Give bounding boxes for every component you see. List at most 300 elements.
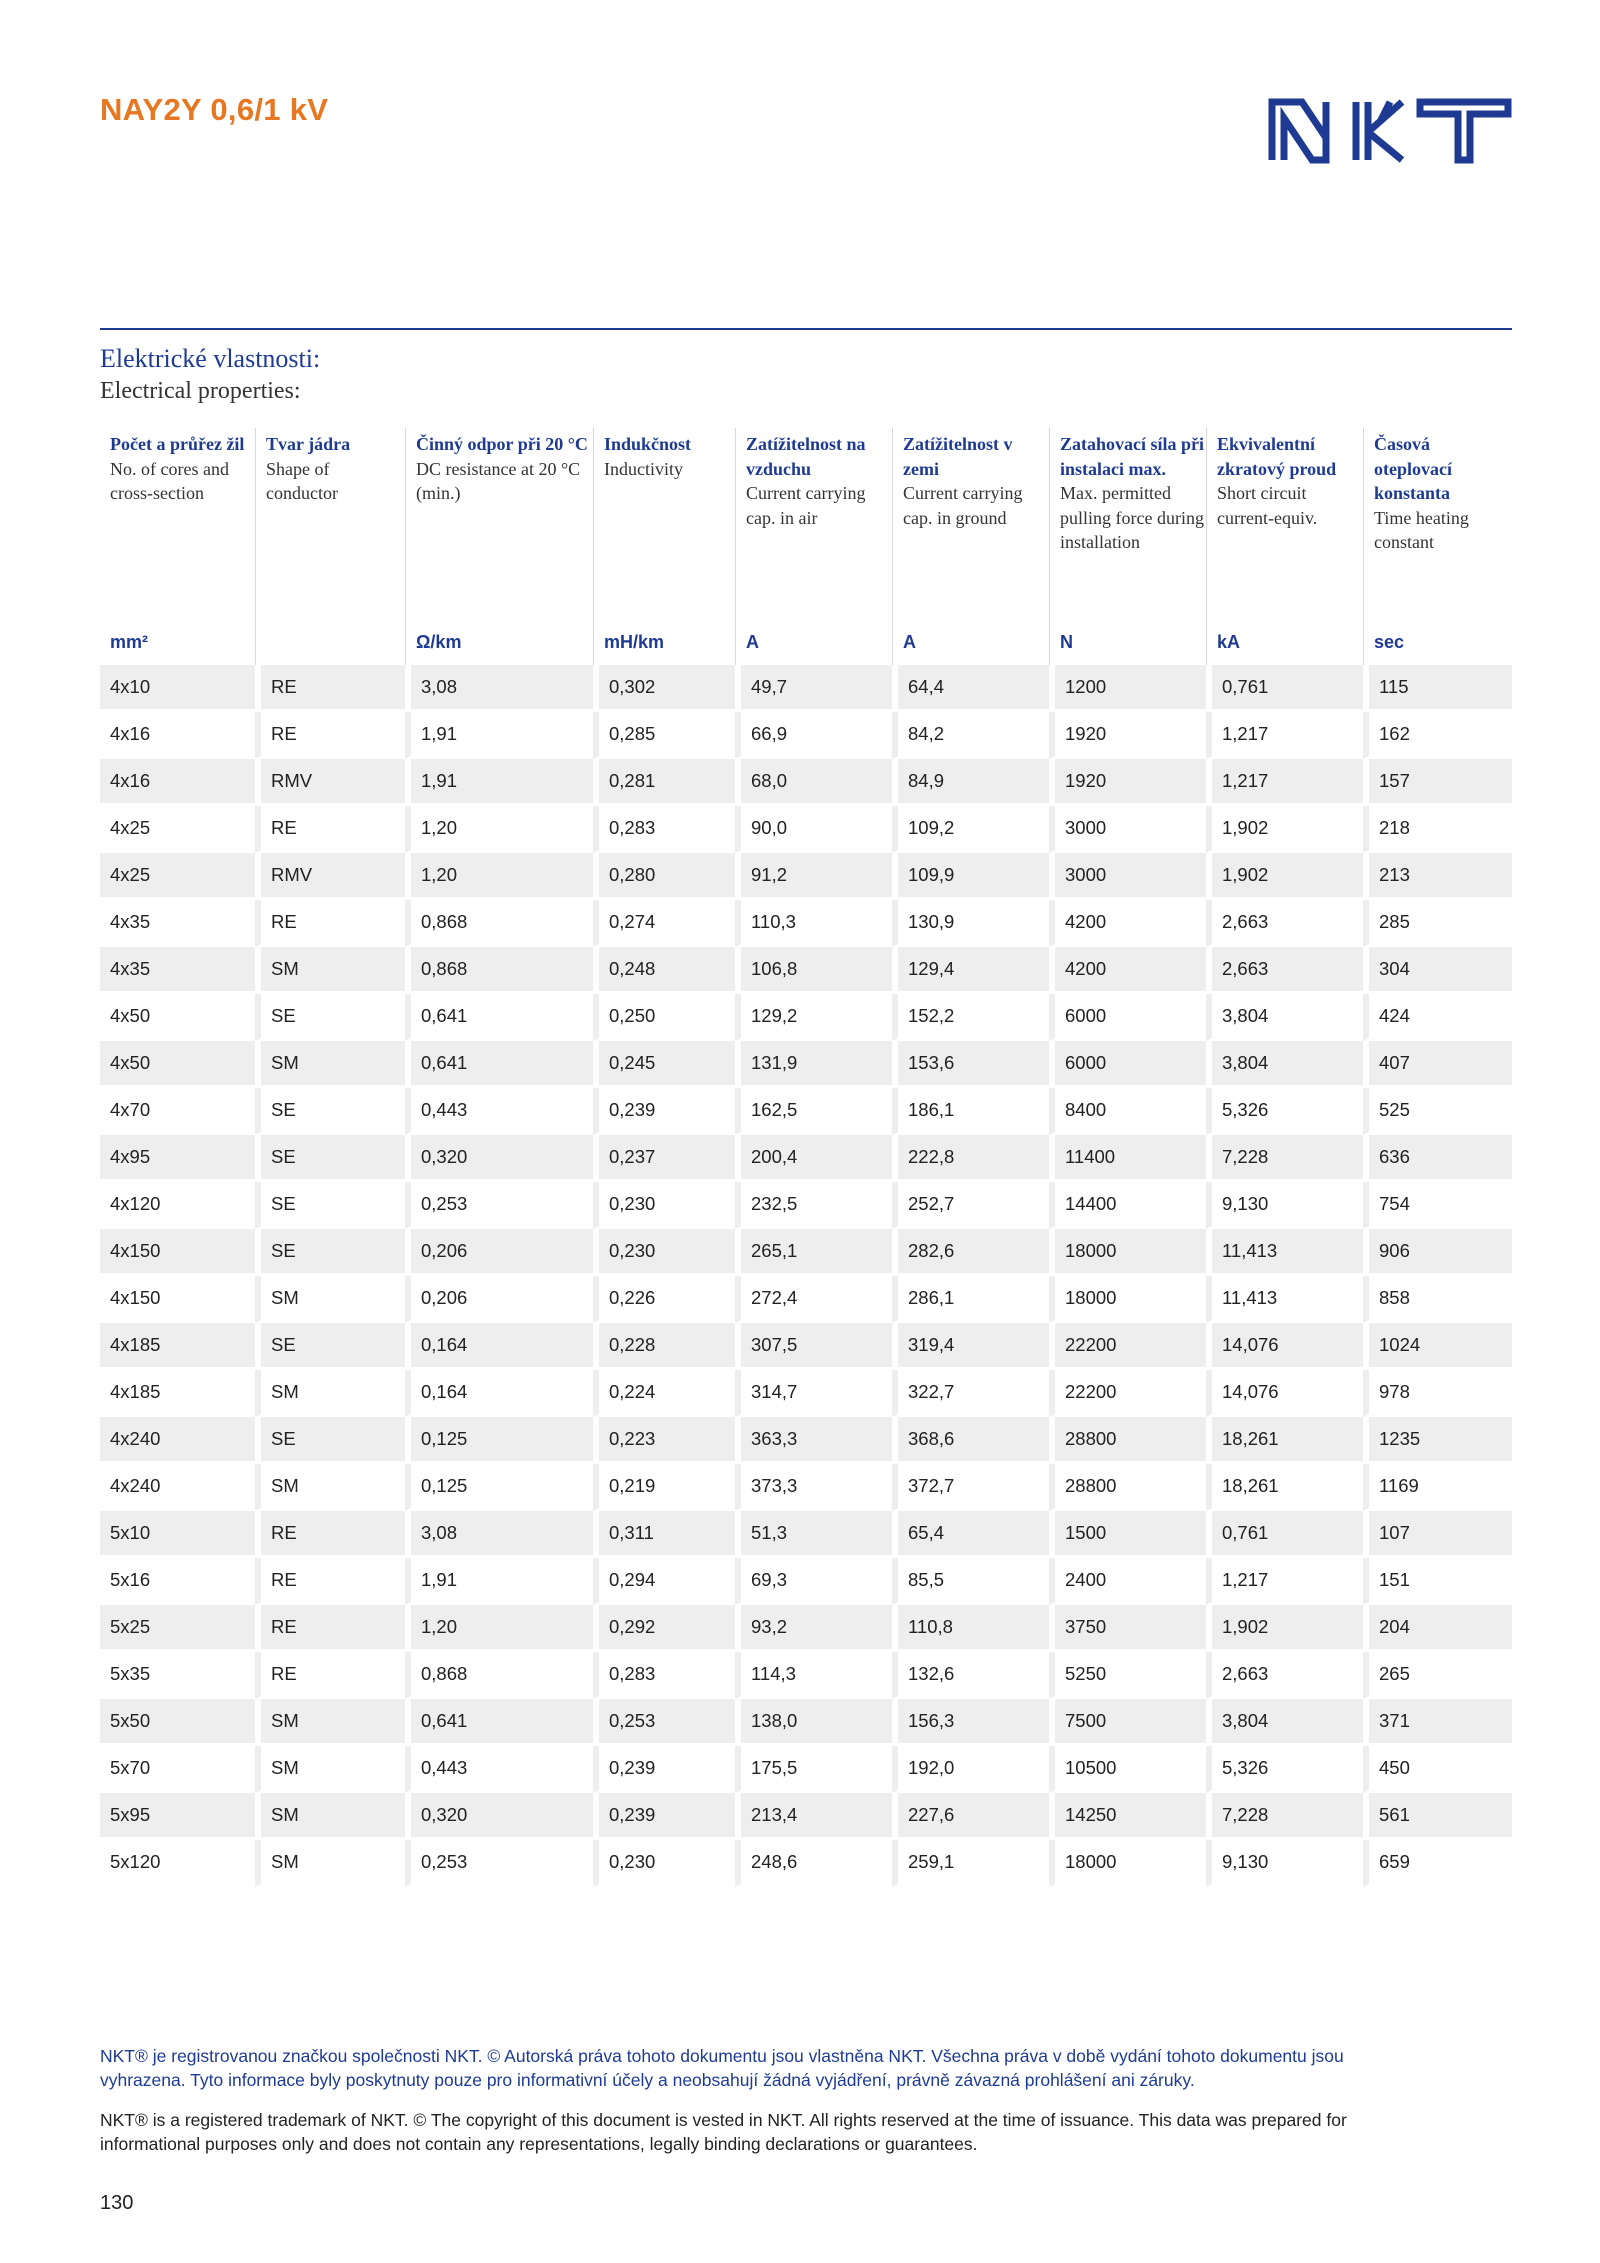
table-cell: 4x50 [100,1041,255,1088]
table-cell: 14400 [1049,1182,1206,1229]
table-cell: 0,219 [593,1464,735,1511]
table-cell: 18,261 [1206,1464,1363,1511]
column-header-en: Current carrying cap. in air [746,483,866,528]
table-cell: 0,206 [405,1276,593,1323]
table-cell: 5x10 [100,1511,255,1558]
table-cell: SM [255,1699,405,1746]
table-cell: 0,125 [405,1464,593,1511]
table-row [100,712,1512,759]
table-row [100,1135,1512,1182]
table-cell: 110,8 [892,1605,1049,1652]
table-cell: 3,804 [1206,1699,1363,1746]
table-cell: 307,5 [735,1323,892,1370]
table-cell: SE [255,1182,405,1229]
table-cell: 4x50 [100,994,255,1041]
table-cell: 0,280 [593,853,735,900]
table-cell: 5x50 [100,1699,255,1746]
table-cell: 265,1 [735,1229,892,1276]
table-cell: 204 [1363,1605,1512,1652]
table-cell: 4x240 [100,1464,255,1511]
table-cell: 0,239 [593,1746,735,1793]
section-divider [100,328,1512,330]
table-cell: 286,1 [892,1276,1049,1323]
table-cell: 0,868 [405,947,593,994]
table-row [100,759,1512,806]
column-header-en: DC resistance at 20 °C (min.) [416,458,581,503]
table-cell: 109,9 [892,853,1049,900]
table-cell: 10500 [1049,1746,1206,1793]
column-header-cz: Tvar jádra [266,434,351,454]
table-cell: 319,4 [892,1323,1049,1370]
table-cell: 115 [1363,665,1512,712]
table-cell: 0,164 [405,1370,593,1417]
table-cell: RE [255,712,405,759]
table-cell: 265 [1363,1652,1512,1699]
column-header [255,428,405,619]
table-cell: 1,902 [1206,806,1363,853]
table-cell: 200,4 [735,1135,892,1182]
table-cell: 5,326 [1206,1746,1363,1793]
table-cell: 1,902 [1206,853,1363,900]
table-cell: SM [255,1793,405,1840]
table-row [100,1793,1512,1840]
table-cell: 3000 [1049,853,1206,900]
table-cell: 51,3 [735,1511,892,1558]
header-row [100,428,1512,619]
nkt-logo [1268,98,1512,164]
footer-en-line2: informational purposes only and does not contain any representations, legally binding declarations or guarantees. [100,2134,978,2154]
table-cell: 0,164 [405,1323,593,1370]
table-row [100,1464,1512,1511]
table-cell: 0,761 [1206,1511,1363,1558]
table-cell: 4x16 [100,712,255,759]
table-cell: 978 [1363,1370,1512,1417]
table-cell: 1920 [1049,759,1206,806]
table-cell: SE [255,1323,405,1370]
table-cell: 272,4 [735,1276,892,1323]
table-cell: 525 [1363,1088,1512,1135]
table-cell: RMV [255,853,405,900]
table-cell: 322,7 [892,1370,1049,1417]
column-header-en: Shape of conductor [266,458,338,503]
table-cell: 7,228 [1206,1793,1363,1840]
table-row [100,1041,1512,1088]
table-cell: 4x10 [100,665,255,712]
table-body [100,665,1512,1887]
table-cell: 162 [1363,712,1512,759]
table-cell: 1920 [1049,712,1206,759]
table-cell: 0,283 [593,1652,735,1699]
table-cell: SM [255,1370,405,1417]
unit-label: mm² [110,631,149,652]
table-cell: 1,20 [405,1605,593,1652]
table-cell: 3,804 [1206,994,1363,1041]
table-row [100,1182,1512,1229]
table-cell: 28800 [1049,1464,1206,1511]
column-header [593,428,735,619]
table-cell: 4200 [1049,900,1206,947]
table-cell: 11,413 [1206,1229,1363,1276]
column-header-cz: Zatížitelnost na vzduchu [746,434,866,479]
table-cell: 162,5 [735,1088,892,1135]
page-number: 130 [100,2192,134,2214]
table-cell: 4x185 [100,1370,255,1417]
table-cell: 152,2 [892,994,1049,1041]
table-cell: 2400 [1049,1558,1206,1605]
table-row [100,1323,1512,1370]
column-header-en: Inductivity [604,458,683,479]
table-cell: 368,6 [892,1417,1049,1464]
column-header-en: Max. permitted pulling force during installation [1060,483,1204,552]
table-cell: 252,7 [892,1182,1049,1229]
table-cell: RE [255,1605,405,1652]
table-row [100,900,1512,947]
table-cell: 85,5 [892,1558,1049,1605]
table-cell: RE [255,1652,405,1699]
table-cell: 84,2 [892,712,1049,759]
table-cell: 65,4 [892,1511,1049,1558]
column-header [1363,428,1512,619]
table-cell: 0,281 [593,759,735,806]
table-cell: SE [255,1229,405,1276]
table-cell: 4x25 [100,806,255,853]
table-cell: 4x185 [100,1323,255,1370]
table-cell: 129,4 [892,947,1049,994]
table-row [100,665,1512,712]
unit-label: N [1049,619,1206,665]
table-cell: 450 [1363,1746,1512,1793]
table-cell: 7,228 [1206,1135,1363,1182]
table-cell: 93,2 [735,1605,892,1652]
table-cell: 9,130 [1206,1182,1363,1229]
table-cell: 213,4 [735,1793,892,1840]
table-row [100,1605,1512,1652]
table-row [100,1511,1512,1558]
table-cell: 0,239 [593,1088,735,1135]
table-cell: 3,804 [1206,1041,1363,1088]
table-cell: 754 [1363,1182,1512,1229]
column-header-cz: Počet a průřez žil [110,434,245,454]
table-cell: 1,91 [405,1558,593,1605]
table-cell: RE [255,1511,405,1558]
table-cell: 0,294 [593,1558,735,1605]
table-cell: 3,08 [405,665,593,712]
table-cell: 4x16 [100,759,255,806]
table-cell: 227,6 [892,1793,1049,1840]
table-cell: 7500 [1049,1699,1206,1746]
table-cell: 906 [1363,1229,1512,1276]
table-cell: 66,9 [735,712,892,759]
table-cell: 153,6 [892,1041,1049,1088]
table-cell: 424 [1363,994,1512,1041]
table-cell: RE [255,900,405,947]
table-cell: 314,7 [735,1370,892,1417]
table-cell: 18000 [1049,1840,1206,1887]
table-cell: 0,248 [593,947,735,994]
column-header [892,428,1049,619]
table-cell: 0,641 [405,1699,593,1746]
table-cell: 0,320 [405,1135,593,1182]
column-header [100,428,255,619]
table-cell: 0,253 [405,1840,593,1887]
table-cell: 0,223 [593,1417,735,1464]
table-cell: 0,230 [593,1229,735,1276]
table-cell: 1,91 [405,759,593,806]
table-cell: 0,253 [593,1699,735,1746]
table-cell: 1500 [1049,1511,1206,1558]
table-row [100,1746,1512,1793]
table-cell: RMV [255,759,405,806]
table-row [100,1088,1512,1135]
column-header-en: Time heating constant [1374,507,1469,552]
table-row [100,1276,1512,1323]
column-header [405,428,593,619]
table-cell: 138,0 [735,1699,892,1746]
table-cell: 407 [1363,1041,1512,1088]
table-cell: 0,239 [593,1793,735,1840]
table-cell: 107 [1363,1511,1512,1558]
table-cell: 4x25 [100,853,255,900]
table-cell: 0,443 [405,1746,593,1793]
table-row [100,1840,1512,1887]
table-cell: 4200 [1049,947,1206,994]
unit-label: A [892,619,1049,665]
table-cell: 4x70 [100,1088,255,1135]
table-cell: 2,663 [1206,1652,1363,1699]
table-cell: 3750 [1049,1605,1206,1652]
table-cell: 1,902 [1206,1605,1363,1652]
table-cell: 1,20 [405,806,593,853]
table-cell: 3000 [1049,806,1206,853]
table-row [100,1652,1512,1699]
table-cell: RE [255,665,405,712]
table-cell: 130,9 [892,900,1049,947]
table-cell: 110,3 [735,900,892,947]
electrical-properties-table [100,428,1512,1887]
table-cell: 64,4 [892,665,1049,712]
table-cell: 5x95 [100,1793,255,1840]
unit-label: sec [1363,619,1512,665]
table-cell: SM [255,1746,405,1793]
table-cell: 1235 [1363,1417,1512,1464]
table-cell: 0,443 [405,1088,593,1135]
table-row [100,853,1512,900]
column-header-cz: Činný odpor při 20 °C [416,434,588,454]
table-cell: 1024 [1363,1323,1512,1370]
table-cell: 0,245 [593,1041,735,1088]
table-cell: 49,7 [735,665,892,712]
table-cell: 636 [1363,1135,1512,1182]
table-cell: 6000 [1049,994,1206,1041]
footer-cz [100,2044,1512,2092]
table-cell: 131,9 [735,1041,892,1088]
table-cell: 285 [1363,900,1512,947]
table-cell: 68,0 [735,759,892,806]
table-cell: 1169 [1363,1464,1512,1511]
table-cell: 0,302 [593,665,735,712]
table-cell: 192,0 [892,1746,1049,1793]
table-cell: 561 [1363,1793,1512,1840]
table-cell: 9,130 [1206,1840,1363,1887]
table-cell: 372,7 [892,1464,1049,1511]
table-cell: 0,311 [593,1511,735,1558]
column-header-cz: Zatahovací síla při instalaci max. [1060,434,1205,479]
table-cell: 156,3 [892,1699,1049,1746]
table-row [100,806,1512,853]
table-row [100,1229,1512,1276]
table-cell: 1,217 [1206,712,1363,759]
table-cell: 18000 [1049,1229,1206,1276]
table-cell: SE [255,994,405,1041]
table-cell: 114,3 [735,1652,892,1699]
table-cell: SM [255,1276,405,1323]
table-cell: 5x120 [100,1840,255,1887]
table-cell: 1,20 [405,853,593,900]
section-title-en: Electrical properties: [100,378,301,404]
footer-cz-line1: NKT® je registrovanou značkou společnosti NKT. © Autorská práva tohoto dokumentu jsou vlastněna NKT. Všechna práva v době vydání tohoto dokumentu jsou [100,2046,1344,2066]
unit-label: A [735,619,892,665]
table-cell: 0,253 [405,1182,593,1229]
column-header [735,428,892,619]
table-cell: SM [255,947,405,994]
table-cell: 363,3 [735,1417,892,1464]
table-cell: 0,226 [593,1276,735,1323]
column-header-cz: Časová oteplovací konstanta [1374,434,1452,503]
table-cell: 4x95 [100,1135,255,1182]
table-cell: 186,1 [892,1088,1049,1135]
table-cell: 3,08 [405,1511,593,1558]
unit-label: kA [1206,619,1363,665]
table-cell: 28800 [1049,1417,1206,1464]
table-cell: SE [255,1417,405,1464]
footer-en-line1: NKT® is a registered trademark of NKT. © The copyright of this document is vested in NKT. All rights reserved at the time of issuance. This data was prepared for [100,2110,1347,2130]
table-cell: 0,292 [593,1605,735,1652]
table-cell: 248,6 [735,1840,892,1887]
table-cell: 2,663 [1206,900,1363,947]
table-cell: 1200 [1049,665,1206,712]
units-row [100,619,1512,665]
table-cell: 11,413 [1206,1276,1363,1323]
table-cell: 14250 [1049,1793,1206,1840]
table-cell: 5,326 [1206,1088,1363,1135]
table-row [100,994,1512,1041]
column-header-en: Current carrying cap. in ground [903,483,1023,528]
table-cell: 232,5 [735,1182,892,1229]
table-cell: 282,6 [892,1229,1049,1276]
table-row [100,947,1512,994]
table-cell: 91,2 [735,853,892,900]
table-cell: 4x150 [100,1276,255,1323]
table-cell: 858 [1363,1276,1512,1323]
table-cell: 5250 [1049,1652,1206,1699]
table-cell: 371 [1363,1699,1512,1746]
table-cell: 4x35 [100,900,255,947]
table-cell: 0,274 [593,900,735,947]
table-cell: 304 [1363,947,1512,994]
table-cell: 0,250 [593,994,735,1041]
table-cell: SE [255,1088,405,1135]
table-cell: 0,206 [405,1229,593,1276]
column-header-cz: Ekvivalentní zkratový proud [1217,434,1337,479]
table-cell: 129,2 [735,994,892,1041]
table-cell: 109,2 [892,806,1049,853]
table-cell: 84,9 [892,759,1049,806]
column-header [1206,428,1363,619]
table-cell: 218 [1363,806,1512,853]
table-cell: 1,91 [405,712,593,759]
table-cell: 0,283 [593,806,735,853]
table-cell: 5x16 [100,1558,255,1605]
table-cell: 132,6 [892,1652,1049,1699]
table-cell: 0,868 [405,1652,593,1699]
page-title: NAY2Y 0,6/1 kV [100,92,329,127]
table-cell: 0,641 [405,1041,593,1088]
footer-cz-line2: vyhrazena. Tyto informace byly poskytnuty pouze pro informativní účely a neobsahují žádná vyjádření, právně závazná prohlášení ani záruky. [100,2070,1195,2090]
table-cell: 4x240 [100,1417,255,1464]
footer-en [100,2108,1512,2156]
table-cell: 22200 [1049,1370,1206,1417]
table-cell: 4x150 [100,1229,255,1276]
table-cell: 0,230 [593,1182,735,1229]
table-cell: 0,285 [593,712,735,759]
table-cell: 0,224 [593,1370,735,1417]
table-cell: 2,663 [1206,947,1363,994]
column-header-cz: Indukčnost [604,434,692,454]
table-cell: 5x70 [100,1746,255,1793]
table-cell: 1,217 [1206,759,1363,806]
table-row [100,1558,1512,1605]
table-cell: 222,8 [892,1135,1049,1182]
table-cell: 659 [1363,1840,1512,1887]
table-cell: 157 [1363,759,1512,806]
table-row [100,1417,1512,1464]
table-cell: 0,641 [405,994,593,1041]
column-header [1049,428,1206,619]
table-cell: 0,868 [405,900,593,947]
table-cell: SM [255,1041,405,1088]
table-cell: 6000 [1049,1041,1206,1088]
table-cell: 4x35 [100,947,255,994]
table-cell: 22200 [1049,1323,1206,1370]
column-header-cz: Zatížitelnost v zemi [903,434,1013,479]
table-cell: 0,125 [405,1417,593,1464]
unit-label: mH/km [593,619,735,665]
table-cell: 14,076 [1206,1323,1363,1370]
table-cell: 5x25 [100,1605,255,1652]
table-cell: SE [255,1135,405,1182]
table-cell: 0,761 [1206,665,1363,712]
table-cell: 4x120 [100,1182,255,1229]
section-title-cz: Elektrické vlastnosti: [100,344,321,373]
table-cell: 90,0 [735,806,892,853]
table-cell: 0,320 [405,1793,593,1840]
table-cell: 175,5 [735,1746,892,1793]
table-cell: 106,8 [735,947,892,994]
table-cell: 213 [1363,853,1512,900]
unit-label: Ω/km [405,619,593,665]
table-cell: 18,261 [1206,1417,1363,1464]
column-header-en: No. of cores and cross-section [110,458,229,503]
table-cell: 373,3 [735,1464,892,1511]
table-cell: 11400 [1049,1135,1206,1182]
table-cell: 69,3 [735,1558,892,1605]
table-cell: SM [255,1464,405,1511]
table-cell: RE [255,806,405,853]
table-cell: 18000 [1049,1276,1206,1323]
table-cell: 8400 [1049,1088,1206,1135]
column-header-en: Short circuit current-equiv. [1217,483,1318,528]
table-cell: 14,076 [1206,1370,1363,1417]
